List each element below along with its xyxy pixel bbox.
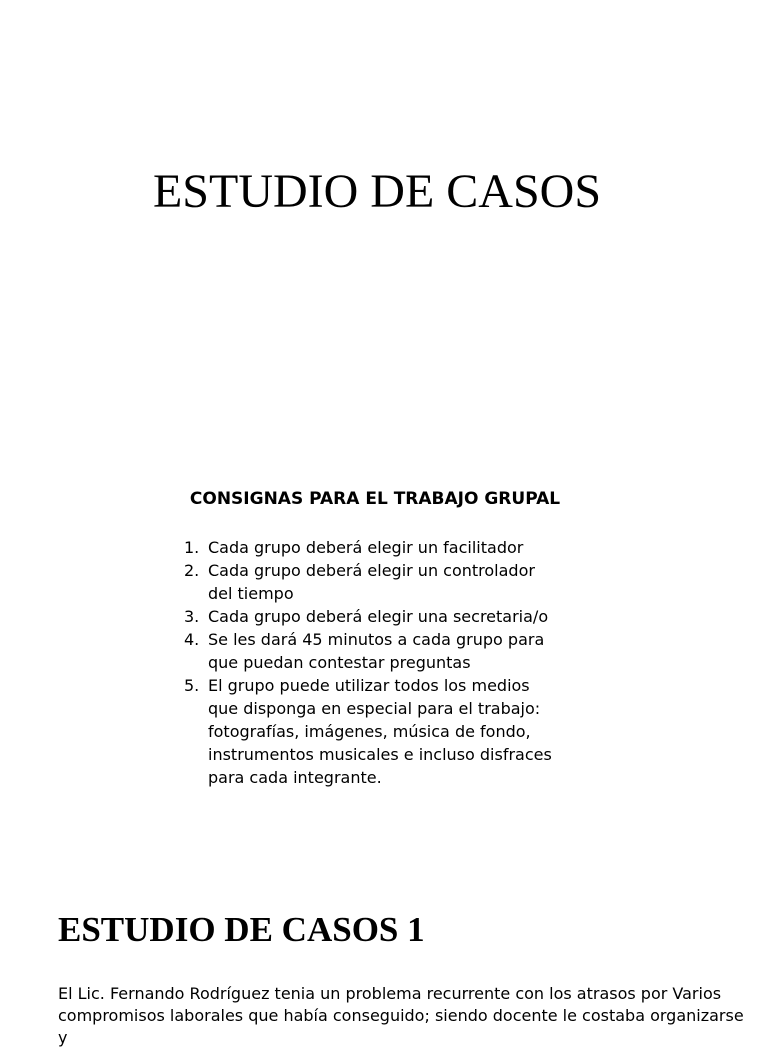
list-item: [176, 628, 560, 674]
list-item: [176, 559, 560, 605]
consignas-list: [176, 536, 576, 789]
list-item: [176, 674, 560, 789]
list-item: [176, 605, 560, 628]
list-item-number: 5.: [184, 676, 200, 695]
consignas-title: CONSIGNAS PARA EL TRABAJO GRUPAL: [189, 489, 561, 509]
list-item-number: 2.: [184, 561, 200, 580]
list-item-number: 3.: [184, 607, 200, 626]
list-item: [176, 536, 560, 559]
list-item-text: Se les dará 45 minutos a cada grupo para que puedan contestar preguntas: [208, 630, 545, 672]
list-item-number: 1.: [184, 538, 200, 557]
list-item-text: El grupo puede utilizar todos los medios que disponga en especial para el trabajo: fotografías, imágenes, música de fondo, instrumentos musicales e incluso disfraces para cada integrante.: [208, 676, 552, 787]
case-study-title: ESTUDIO DE CASOS 1: [58, 910, 425, 949]
consignas-section: [176, 486, 576, 789]
list-item-text: Cada grupo deberá elegir un controlador del tiempo: [208, 561, 535, 603]
list-item-text: Cada grupo deberá elegir una secretaria/o: [208, 607, 549, 626]
case-study-paragraph: El Lic. Fernando Rodríguez tenia un problema recurrente con los atrasos por Varios compromisos laborales que había conseguido; siendo docente le costaba organizarse y: [58, 984, 744, 1047]
list-item-number: 4.: [184, 630, 200, 649]
list-item-text: Cada grupo deberá elegir un facilitador: [208, 538, 524, 557]
slide-title: ESTUDIO DE CASOS: [152, 165, 602, 218]
